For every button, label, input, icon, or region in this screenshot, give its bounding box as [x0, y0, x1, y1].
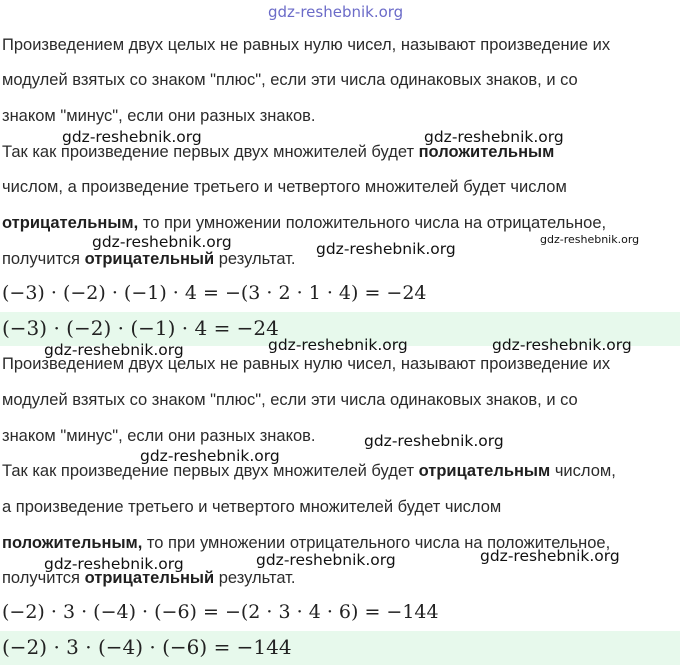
watermark: gdz-reshebnik.org: [256, 551, 396, 569]
s2-text-span: то при умножении отрицательного числа на положительное,: [142, 534, 611, 552]
watermark: gdz-reshebnik.org: [92, 233, 232, 251]
watermark: gdz-reshebnik.org: [62, 128, 202, 146]
watermark: gdz-reshebnik.org: [424, 128, 564, 146]
s1-text-span: получится: [2, 250, 85, 268]
s2-text-line-4: [2, 462, 616, 481]
watermark: gdz-reshebnik.org: [268, 336, 408, 354]
s1-answer: (−3) · (−2) · (−1) · 4 = −24: [2, 316, 279, 340]
watermark: gdz-reshebnik.org: [268, 3, 404, 21]
s1-text-span: то при умножении положительного числа на отрицательное,: [138, 214, 607, 232]
watermark: gdz-reshebnik.org: [540, 233, 640, 246]
s2-text-line-5: а произведение третьего и четвертого множителей будет числом: [2, 498, 502, 516]
s2-text-span: результат.: [214, 569, 296, 587]
watermark: gdz-reshebnik.org: [316, 240, 456, 258]
watermark: gdz-reshebnik.org: [140, 447, 280, 465]
watermark: gdz-reshebnik.org: [480, 547, 620, 565]
s1-bold-term: отрицательным,: [2, 214, 139, 232]
watermark: gdz-reshebnik.org: [44, 341, 184, 359]
s1-text-line-7: [2, 250, 295, 269]
s1-text-line-1: Произведением двух целых не равных нулю чисел, называют произведение их: [2, 36, 611, 54]
s2-text-line-2: модулей взятых со знаком "плюс", если эти числа одинаковых знаков, и со: [2, 391, 578, 409]
s2-bold-term: положительным,: [2, 534, 143, 552]
s2-text-span: числом,: [550, 462, 616, 480]
s2-text-line-1: Произведением двух целых не равных нулю чисел, называют произведение их: [2, 355, 611, 373]
s1-text-span: результат.: [214, 250, 296, 268]
s2-text-span: получится: [2, 569, 85, 587]
s1-text-line-3: знаком "минус", если они разных знаков.: [2, 107, 316, 125]
s1-text-line-2: модулей взятых со знаком "плюс", если эти числа одинаковых знаков, и со: [2, 71, 578, 89]
s1-text-line-5: числом, а произведение третьего и четвертого множителей будет числом: [2, 178, 567, 196]
watermark: gdz-reshebnik.org: [492, 336, 632, 354]
s2-formula: (−2) · 3 · (−4) · (−6) = −(2 · 3 · 4 · 6) = −144: [2, 601, 439, 623]
s2-text-span: Так как произведение первых двух множителей будет: [2, 462, 419, 480]
s1-bold-term: положительным: [418, 143, 555, 161]
s1-text-span: Так как произведение первых двух множителей будет: [2, 143, 419, 161]
s2-bold-term: отрицательный: [84, 569, 215, 587]
s2-text-line-3: знаком "минус", если они разных знаков.: [2, 427, 316, 445]
watermark: gdz-reshebnik.org: [364, 432, 504, 450]
s1-formula: (−3) · (−2) · (−1) · 4 = −(3 · 2 · 1 · 4) = −24: [2, 282, 427, 304]
s1-text-line-6: [2, 214, 606, 233]
s2-answer-box: [0, 631, 680, 665]
watermark: gdz-reshebnik.org: [44, 555, 184, 573]
s2-bold-term: отрицательным: [418, 462, 551, 480]
s2-answer: (−2) · 3 · (−4) · (−6) = −144: [2, 635, 292, 659]
s1-bold-term: отрицательный: [84, 250, 215, 268]
